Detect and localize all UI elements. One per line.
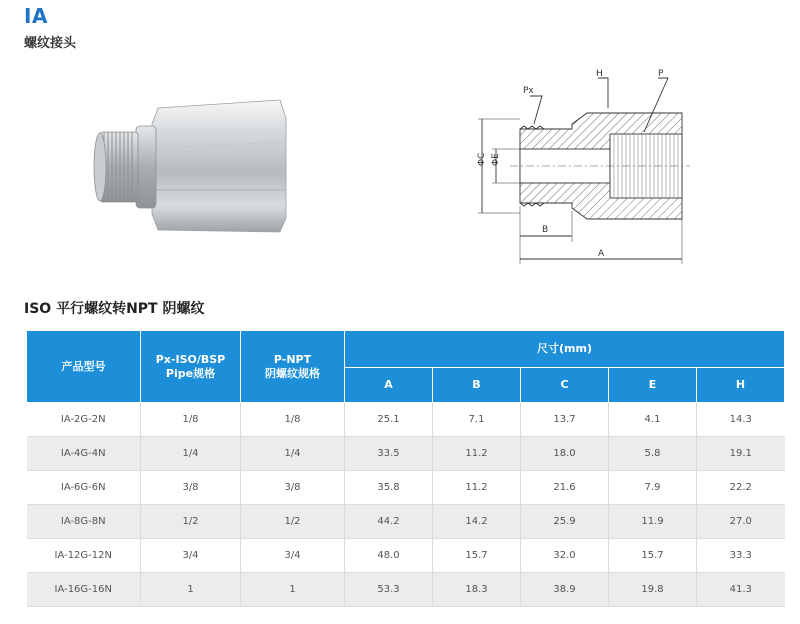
product-subtitle: 螺纹接头 — [24, 36, 77, 51]
label-a: A — [598, 249, 605, 259]
cell-h: 33.3 — [697, 539, 785, 573]
table-row — [27, 471, 785, 505]
label-px: Px — [523, 86, 534, 96]
section-title: ISO 平行螺纹转NPT 阴螺纹 — [24, 301, 205, 317]
cell-c: 25.9 — [521, 505, 609, 539]
label-h: H — [596, 69, 603, 79]
header-px-line1: Px-ISO/BSP — [155, 352, 226, 366]
cell-b: 11.2 — [433, 437, 521, 471]
table-row — [27, 437, 785, 471]
cell-a: 48.0 — [345, 539, 433, 573]
header-p-line1: P-NPT — [273, 352, 312, 366]
cell-b: 11.2 — [433, 471, 521, 505]
header-px — [141, 331, 241, 403]
cell-c: 21.6 — [521, 471, 609, 505]
cell-a: 35.8 — [345, 471, 433, 505]
header-size-group: 尺寸(mm) — [345, 331, 785, 368]
cell-e: 19.8 — [609, 573, 697, 607]
cell-p: 1/2 — [241, 505, 345, 539]
cell-px: 1/8 — [141, 403, 241, 437]
header-dim-b: B — [433, 368, 521, 403]
label-c: ΦC — [477, 152, 487, 166]
cell-c: 13.7 — [521, 403, 609, 437]
table-row — [27, 403, 785, 437]
cell-p: 1 — [241, 573, 345, 607]
cell-a: 25.1 — [345, 403, 433, 437]
header-p — [241, 331, 345, 403]
table-row — [27, 573, 785, 607]
cell-px: 1 — [141, 573, 241, 607]
cell-e: 4.1 — [609, 403, 697, 437]
cell-h: 27.0 — [697, 505, 785, 539]
header-dim-a: A — [345, 368, 433, 403]
table-row — [27, 505, 785, 539]
cell-a: 53.3 — [345, 573, 433, 607]
label-e: ΦE — [491, 153, 501, 166]
product-code: IA — [24, 4, 48, 28]
cell-c: 38.9 — [521, 573, 609, 607]
cell-e: 5.8 — [609, 437, 697, 471]
cell-model: IA-16G-16N — [27, 573, 141, 607]
cell-px: 1/2 — [141, 505, 241, 539]
cell-e: 7.9 — [609, 471, 697, 505]
cell-model: IA-2G-2N — [27, 403, 141, 437]
header-px-line2: Pipe规格 — [165, 366, 216, 380]
cell-p: 3/8 — [241, 471, 345, 505]
cell-model: IA-6G-6N — [27, 471, 141, 505]
cell-px: 3/4 — [141, 539, 241, 573]
technical-drawing — [462, 66, 692, 266]
label-p: P — [658, 69, 664, 79]
cell-model: IA-4G-4N — [27, 437, 141, 471]
cell-h: 19.1 — [697, 437, 785, 471]
cell-a: 44.2 — [345, 505, 433, 539]
header-dim-e: E — [609, 368, 697, 403]
cell-b: 7.1 — [433, 403, 521, 437]
header-p-line2: 阴螺纹规格 — [265, 366, 320, 380]
header-model: 产品型号 — [27, 331, 141, 403]
cell-h: 14.3 — [697, 403, 785, 437]
cell-b: 18.3 — [433, 573, 521, 607]
cell-model: IA-8G-8N — [27, 505, 141, 539]
cell-b: 14.2 — [433, 505, 521, 539]
cell-e: 11.9 — [609, 505, 697, 539]
cell-model: IA-12G-12N — [27, 539, 141, 573]
label-b: B — [542, 225, 549, 235]
cell-p: 1/4 — [241, 437, 345, 471]
cell-e: 15.7 — [609, 539, 697, 573]
cell-b: 15.7 — [433, 539, 521, 573]
cell-px: 3/8 — [141, 471, 241, 505]
cell-c: 18.0 — [521, 437, 609, 471]
header-dim-c: C — [521, 368, 609, 403]
cell-p: 1/8 — [241, 403, 345, 437]
header-dim-h: H — [697, 368, 785, 403]
cell-p: 3/4 — [241, 539, 345, 573]
cell-h: 22.2 — [697, 471, 785, 505]
spec-table — [26, 330, 785, 607]
table-row — [27, 539, 785, 573]
cell-h: 41.3 — [697, 573, 785, 607]
cell-px: 1/4 — [141, 437, 241, 471]
product-photo — [80, 90, 300, 240]
cell-c: 32.0 — [521, 539, 609, 573]
cell-a: 33.5 — [345, 437, 433, 471]
